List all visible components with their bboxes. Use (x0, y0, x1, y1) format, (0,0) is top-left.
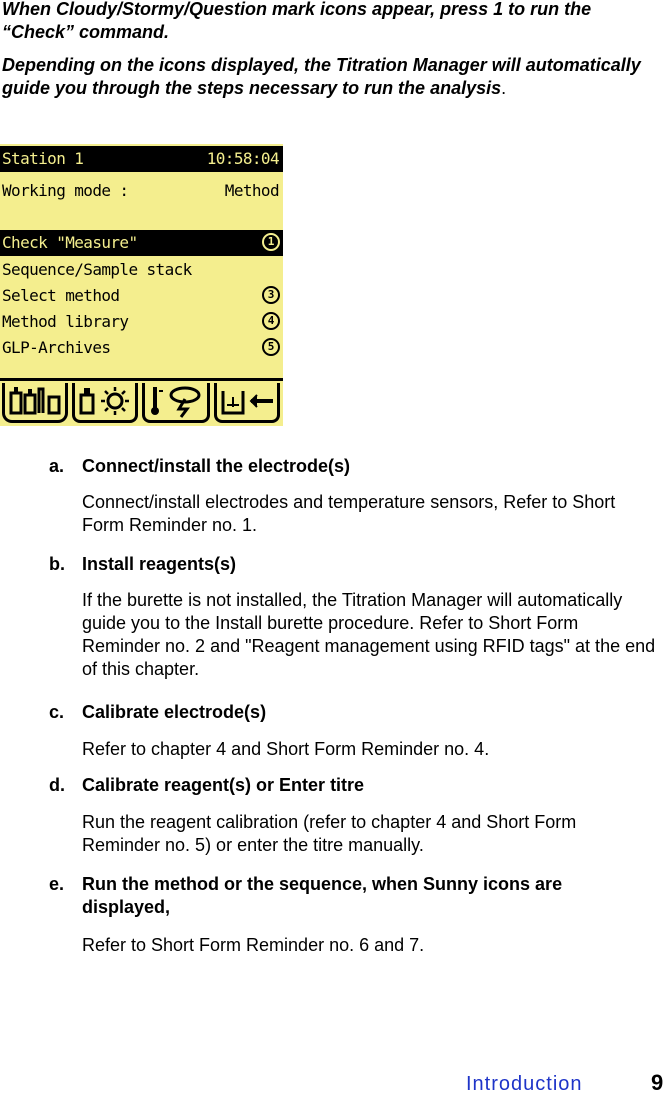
step-letter-e: e. (49, 874, 65, 894)
step-letter-b: b. (49, 554, 65, 574)
step-body-e: Refer to Short Form Reminder no. 6 and 7. (82, 935, 425, 955)
working-mode-row (0, 178, 283, 204)
step-letter-d: d. (49, 775, 65, 795)
footer-section-name: Introduction (466, 1073, 583, 1095)
step-body-c: Refer to chapter 4 and Short Form Reminder no. 4. (82, 739, 490, 759)
intro-text-1: When Cloudy/Stormy/Question mark icons appear, press 1 to run the “Check” command. (2, 0, 592, 42)
circled-number-icon: 3 (262, 286, 280, 304)
page-number: 9 (651, 1070, 664, 1095)
instrument-screen (0, 144, 283, 426)
menu-item-check-measure[interactable] (0, 230, 283, 256)
tab-bottle-sun[interactable] (72, 383, 138, 423)
step-letter-a: a. (49, 456, 65, 476)
menu-item-glp-archives[interactable] (0, 335, 283, 361)
circled-number-icon: 1 (262, 233, 280, 251)
bottles-icon (5, 383, 65, 419)
screen-tab-bar (0, 378, 283, 426)
step-title-a: Connect/install the electrode(s) (82, 456, 351, 476)
bottle-sun-icon (75, 383, 135, 419)
step-title-e: Run the method or the sequence, when Sunny icons are displayed, (82, 874, 563, 917)
intro-paragraph-1 (2, 0, 662, 44)
screen-status-bar (0, 146, 283, 172)
station-label: Station 1 (2, 149, 84, 168)
step-title-d: Calibrate reagent(s) or Enter titre (82, 775, 365, 795)
beaker-arrow-icon (217, 383, 277, 419)
intro-text-2-end: . (501, 78, 507, 98)
menu-item-label: GLP-Archives (2, 338, 111, 357)
menu-item-label: Method library (2, 312, 129, 331)
step-title-b: Install reagents(s) (82, 554, 237, 574)
circled-number-icon: 4 (262, 312, 280, 330)
clock-time: 10:58:04 (206, 149, 279, 168)
step-body-b: If the burette is not installed, the Titration Manager will automatically guide you to the Install burette procedure. Refer to Short Form Reminder no. 2 and "Reagent management using RFID tags" at the end of this chapter. (82, 590, 656, 679)
step-body-d: Run the reagent calibration (refer to chapter 4 and Short Form Reminder no. 5) or enter the titre manually. (82, 812, 577, 855)
step-title-c: Calibrate electrode(s) (82, 702, 267, 722)
intro-paragraph-2 (2, 54, 662, 100)
tab-bottles[interactable] (2, 383, 68, 423)
menu-item-label: Select method (2, 286, 120, 305)
tab-thermometer-storm[interactable] (142, 383, 210, 423)
step-body-a: Connect/install electrodes and temperature sensors, Refer to Short Form Reminder no. 1. (82, 492, 616, 535)
menu-item-sequence-sample-stack[interactable] (0, 257, 283, 283)
step-letter-c: c. (49, 702, 65, 722)
circled-number-icon: 5 (262, 338, 280, 356)
menu-item-label: Check "Measure" (2, 233, 138, 252)
working-mode-value: Method (224, 181, 279, 200)
working-mode-label: Working mode : (2, 181, 129, 200)
tab-beaker-arrow[interactable] (214, 383, 280, 423)
thermometer-storm-icon (145, 383, 207, 419)
menu-item-select-method[interactable] (0, 283, 283, 309)
menu-item-label: Sequence/Sample stack (2, 260, 192, 279)
intro-text-2: Depending on the icons displayed, the Titration Manager will automatically guide you through the steps necessary to run the analysis (2, 55, 641, 98)
menu-item-method-library[interactable] (0, 309, 283, 335)
